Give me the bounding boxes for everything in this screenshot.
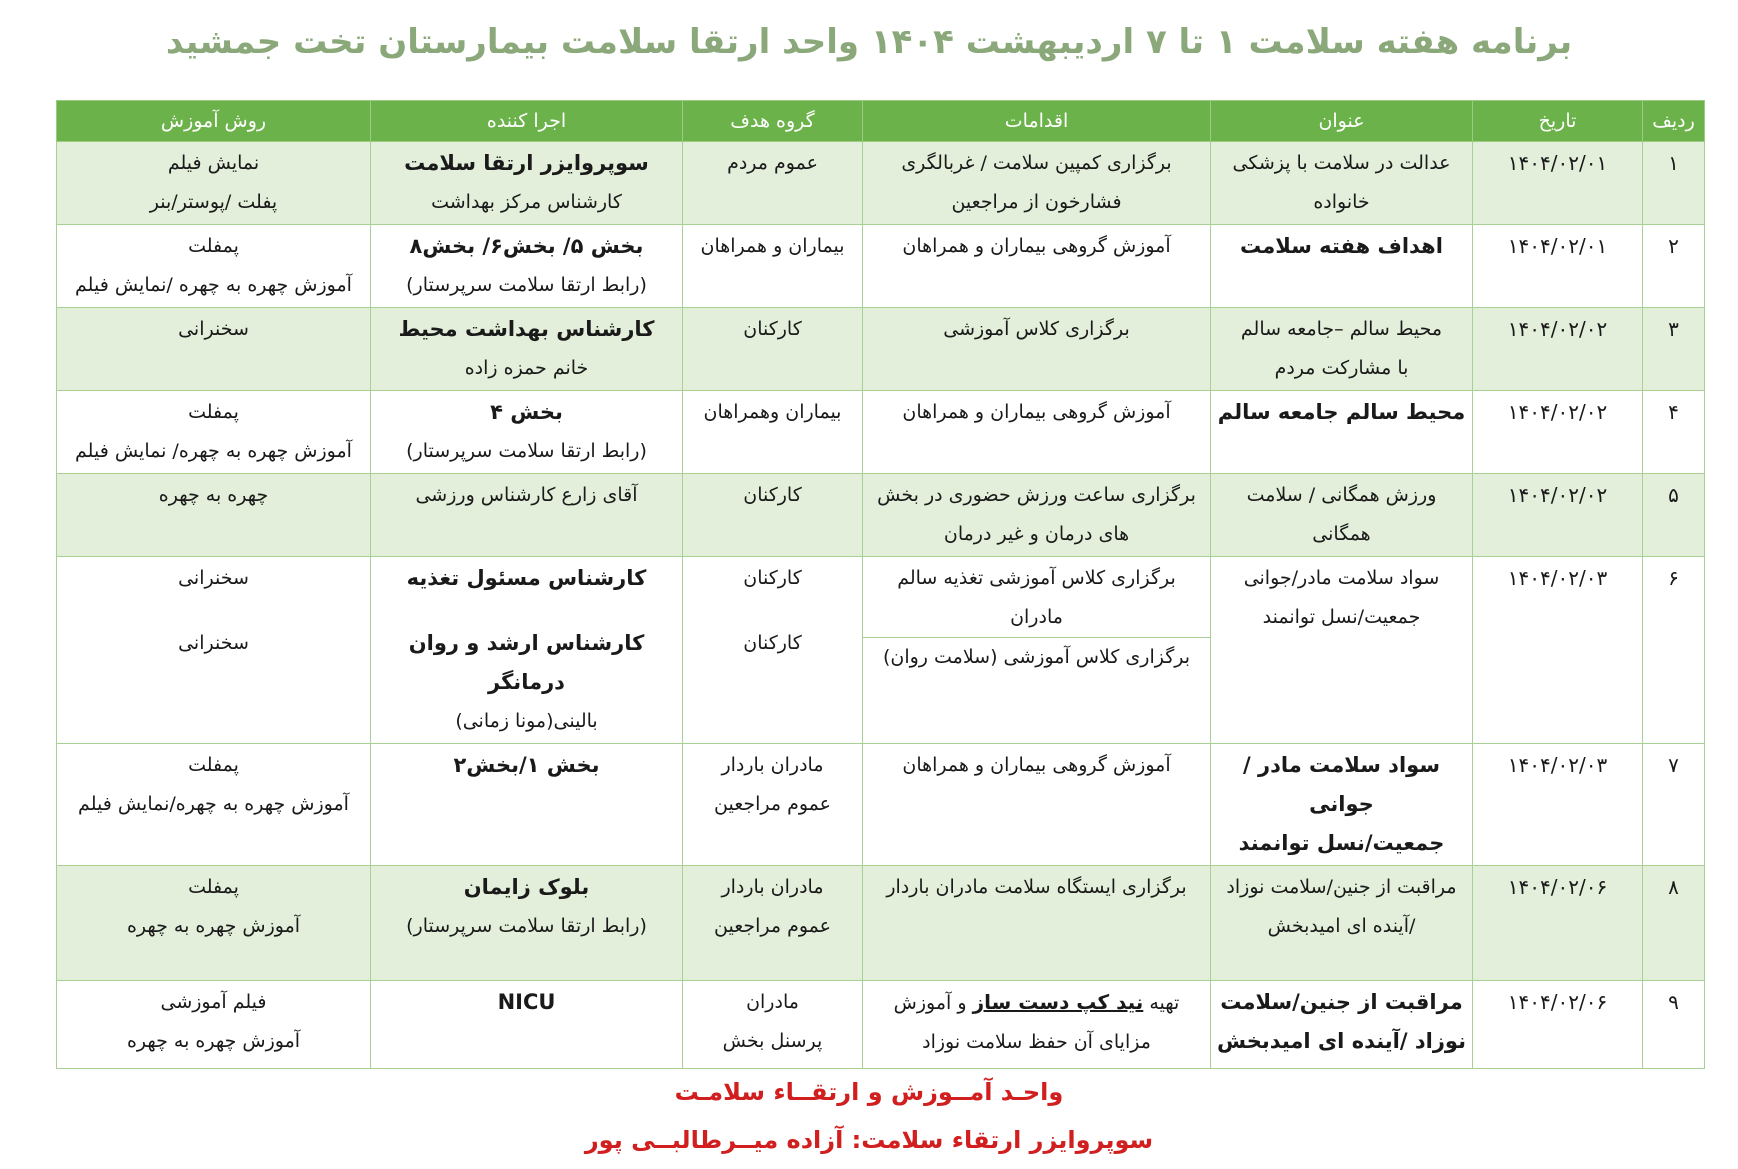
onvan-line: /آینده ای امیدبخش <box>1267 915 1416 937</box>
onvan-line: محیط سالم جامعه سالم <box>1217 400 1466 424</box>
header-tarikh: تاریخ <box>1473 101 1643 142</box>
cell-radif: ۳ <box>1643 308 1705 391</box>
cell-tarikh: ۱۴۰۴/۰۲/۰۲ <box>1473 391 1643 474</box>
onvan-line: خانواده <box>1313 191 1370 213</box>
cell-radif: ۲ <box>1643 225 1705 308</box>
ravesh-line: آموزش چهره به چهره/نمایش فیلم <box>78 793 349 815</box>
ravesh-line: پمفلت <box>188 754 239 776</box>
cell-goroh <box>683 981 863 1069</box>
cell-eqdamat <box>863 744 1211 866</box>
table-row <box>57 744 1705 866</box>
eqdamat-underlined: نید کپ دست ساز <box>972 990 1144 1014</box>
ravesh-line: آموزش چهره به چهره /نمایش فیلم <box>75 274 352 296</box>
onvan-line: نوزاد /آینده ای امیدبخش <box>1217 1029 1466 1053</box>
ejra-title: بخش ۱/بخش۲ <box>453 753 600 777</box>
cell-tarikh: ۱۴۰۴/۰۲/۰۲ <box>1473 474 1643 557</box>
eqdamat-line: آموزش گروهی بیماران و همراهان <box>902 235 1171 257</box>
ravesh-line: نمایش فیلم <box>167 152 260 174</box>
cell-radif: ۱ <box>1643 142 1705 225</box>
table-row <box>57 866 1705 981</box>
cell-ravesh <box>57 308 371 391</box>
cell-ravesh <box>57 474 371 557</box>
ravesh-line: چهره به چهره <box>158 484 269 506</box>
onvan-line: سواد سلامت مادر /جوانی <box>1243 753 1440 816</box>
goroh-line: مادران باردار <box>721 754 824 776</box>
cell-ejra <box>371 981 683 1069</box>
goroh-line: عموم مراجعین <box>714 793 831 815</box>
schedule-table <box>56 100 1705 1069</box>
cell-eqdamat <box>863 391 1211 474</box>
cell-eqdamat <box>863 557 1211 744</box>
goroh-line: کارکنان <box>743 318 802 340</box>
table-row <box>57 391 1705 474</box>
cell-goroh <box>683 225 863 308</box>
cell-ejra <box>371 474 683 557</box>
eqdamat-line: برگزاری کلاس آموزشی <box>943 318 1130 340</box>
onvan-line: مراقبت از جنین/سلامت نوزاد <box>1226 876 1457 898</box>
cell-tarikh: ۱۴۰۴/۰۲/۰۶ <box>1473 981 1643 1069</box>
goroh-line: بیماران و همراهان <box>700 235 845 257</box>
cell-goroh <box>683 474 863 557</box>
header-onvan: عنوان <box>1211 101 1473 142</box>
goroh-line: کارکنان <box>743 632 802 654</box>
cell-eqdamat <box>863 142 1211 225</box>
eqdamat-line: برگزاری کلاس آموزشی تغذیه سالم <box>897 567 1176 589</box>
goroh-line: عموم مراجعین <box>714 915 831 937</box>
cell-ejra <box>371 866 683 981</box>
eqdamat-pre: تهیه <box>1143 992 1180 1014</box>
cell-ejra <box>371 142 683 225</box>
ravesh-line: پمفلت <box>188 401 239 423</box>
table-row <box>57 557 1705 744</box>
goroh-line: مادران باردار <box>721 876 824 898</box>
ejra-title: کارشناس بهداشت محیط <box>398 317 655 341</box>
cell-radif: ۶ <box>1643 557 1705 744</box>
table-row <box>57 981 1705 1069</box>
cell-eqdamat <box>863 981 1211 1069</box>
cell-ejra <box>371 225 683 308</box>
cell-ejra <box>371 391 683 474</box>
cell-radif: ۴ <box>1643 391 1705 474</box>
header-radif: ردیف <box>1643 101 1705 142</box>
cell-goroh <box>683 866 863 981</box>
cell-goroh <box>683 308 863 391</box>
ravesh-line: فیلم آموزشی <box>160 991 267 1013</box>
header-ravesh: روش آموزش <box>57 101 371 142</box>
ravesh-line: پمفلت <box>188 235 239 257</box>
eqdamat-line <box>869 983 1204 1023</box>
footer-supervisor: سوپروایزر ارتقاء سلامت: آزاده میــرطالبــی پور <box>584 1126 1154 1154</box>
header-eqdamat: اقدامات <box>863 101 1211 142</box>
ravesh-line: آموزش چهره به چهره <box>126 1030 301 1052</box>
ejra-line: کارشناس مرکز بهداشت <box>431 191 622 213</box>
ejra-line: (رابط ارتقا سلامت سرپرستار) <box>406 440 647 462</box>
ejra-title: کارشناس مسئول تغذیه <box>406 566 647 590</box>
cell-onvan <box>1211 744 1473 866</box>
goroh-line: کارکنان <box>743 484 802 506</box>
cell-tarikh: ۱۴۰۴/۰۲/۰۶ <box>1473 866 1643 981</box>
cell-tarikh: ۱۴۰۴/۰۲/۰۳ <box>1473 744 1643 866</box>
goroh-line: کارکنان <box>743 567 802 589</box>
onvan-line: مراقبت از جنین/سلامت <box>1220 990 1463 1014</box>
cell-tarikh: ۱۴۰۴/۰۲/۰۱ <box>1473 142 1643 225</box>
eqdamat-line: برگزاری ساعت ورزش حضوری در بخش <box>877 484 1196 506</box>
eqdamat-line: مزایای آن حفظ سلامت نوزاد <box>922 1031 1151 1053</box>
cell-radif: ۵ <box>1643 474 1705 557</box>
cell-radif: ۸ <box>1643 866 1705 981</box>
ravesh-line: سخنرانی <box>178 632 249 654</box>
cell-ravesh <box>57 557 371 744</box>
ravesh-line: پفلت /پوستر/بنر <box>149 191 278 213</box>
ravesh-line: آموزش چهره به چهره/ نمایش فیلم <box>75 440 352 462</box>
cell-ravesh <box>57 391 371 474</box>
cell-onvan <box>1211 225 1473 308</box>
ejra-line: (رابط ارتقا سلامت سرپرستار) <box>406 274 647 296</box>
table-row <box>57 474 1705 557</box>
cell-ravesh <box>57 744 371 866</box>
header-goroh: گروه هدف <box>683 101 863 142</box>
ravesh-line: سخنرانی <box>178 567 249 589</box>
cell-tarikh: ۱۴۰۴/۰۲/۰۳ <box>1473 557 1643 744</box>
goroh-line: مادران <box>746 991 799 1013</box>
onvan-line: محیط سالم –جامعه سالم <box>1240 318 1443 340</box>
cell-onvan <box>1211 866 1473 981</box>
cell-onvan <box>1211 474 1473 557</box>
cell-goroh <box>683 557 863 744</box>
eqdamat-post: و آموزش <box>893 992 973 1014</box>
ejra-line: خانم حمزه زاده <box>464 357 589 379</box>
goroh-line: پرسنل بخش <box>722 1030 823 1052</box>
ejra-title: بخش ۵/ بخش۶/ بخش۸ <box>409 234 644 258</box>
ejra-line: (رابط ارتقا سلامت سرپرستار) <box>406 915 647 937</box>
cell-radif: ۹ <box>1643 981 1705 1069</box>
onvan-line: سواد سلامت مادر/جوانی <box>1243 567 1440 589</box>
cell-eqdamat <box>863 225 1211 308</box>
eqdamat-line: برگزاری ایستگاه سلامت مادران باردار <box>886 876 1187 898</box>
cell-eqdamat <box>863 866 1211 981</box>
eqdamat-line: آموزش گروهی بیماران و همراهان <box>902 754 1171 776</box>
ravesh-line: سخنرانی <box>178 318 249 340</box>
ejra-title: بلوک زایمان <box>463 875 590 899</box>
goroh-line: بیماران وهمراهان <box>703 401 842 423</box>
ejra-line: آقای زارع کارشناس ورزشی <box>415 484 638 506</box>
ejra-title: NICU <box>497 990 556 1014</box>
ejra-title: سوپروایزر ارتقا سلامت <box>404 151 649 175</box>
cell-goroh <box>683 142 863 225</box>
eqdamat-line: برگزاری کلاس آموزشی (سلامت روان) <box>863 637 1210 677</box>
cell-goroh <box>683 744 863 866</box>
footer-unit: واحـد آمــوزش و ارتقــاء سلامـت <box>674 1078 1064 1106</box>
onvan-line: جمعیت/نسل توانمند <box>1262 606 1421 628</box>
cell-ravesh <box>57 981 371 1069</box>
cell-tarikh: ۱۴۰۴/۰۲/۰۲ <box>1473 308 1643 391</box>
ejra-title: کارشناس ارشد و روان درمانگر <box>408 631 645 694</box>
cell-radif: ۷ <box>1643 744 1705 866</box>
cell-onvan <box>1211 391 1473 474</box>
cell-onvan <box>1211 981 1473 1069</box>
cell-tarikh: ۱۴۰۴/۰۲/۰۱ <box>1473 225 1643 308</box>
goroh-line: عموم مردم <box>727 152 818 174</box>
cell-onvan <box>1211 142 1473 225</box>
ravesh-line: پمفلت <box>188 876 239 898</box>
eqdamat-line: برگزاری کمپین سلامت / غربالگری <box>901 152 1172 174</box>
table-row <box>57 308 1705 391</box>
onvan-line: جمعیت/نسل توانمند <box>1238 831 1445 855</box>
onvan-line: ورزش همگانی / سلامت <box>1246 484 1437 506</box>
eqdamat-line: فشارخون از مراجعین <box>951 191 1122 213</box>
ejra-title: بخش ۴ <box>490 400 563 424</box>
onvan-line: اهداف هفته سلامت <box>1240 234 1443 258</box>
eqdamat-line: مادران <box>1010 606 1063 628</box>
cell-eqdamat <box>863 308 1211 391</box>
cell-ejra <box>371 308 683 391</box>
onvan-line: با مشارکت مردم <box>1274 357 1409 379</box>
page-title: برنامه هفته سلامت ۱ تا ۷ اردیبهشت ۱۴۰۴ واحد ارتقا سلامت بیمارستان تخت جمشید <box>165 22 1573 62</box>
eqdamat-line: های درمان و غیر درمان <box>943 523 1130 545</box>
cell-onvan <box>1211 308 1473 391</box>
cell-ravesh <box>57 142 371 225</box>
table-header-row <box>57 101 1705 142</box>
ravesh-line: آموزش چهره به چهره <box>126 915 301 937</box>
cell-ejra <box>371 557 683 744</box>
table-row <box>57 225 1705 308</box>
cell-ejra <box>371 744 683 866</box>
cell-eqdamat <box>863 474 1211 557</box>
table-row <box>57 142 1705 225</box>
eqdamat-line: آموزش گروهی بیماران و همراهان <box>902 401 1171 423</box>
cell-onvan <box>1211 557 1473 744</box>
header-ejra: اجرا کننده <box>371 101 683 142</box>
onvan-line: عدالت در سلامت با پزشکی <box>1232 152 1451 174</box>
cell-ravesh <box>57 225 371 308</box>
cell-goroh <box>683 391 863 474</box>
cell-ravesh <box>57 866 371 981</box>
ejra-line: بالینی(مونا زمانی) <box>455 710 598 732</box>
onvan-line: همگانی <box>1312 523 1371 545</box>
